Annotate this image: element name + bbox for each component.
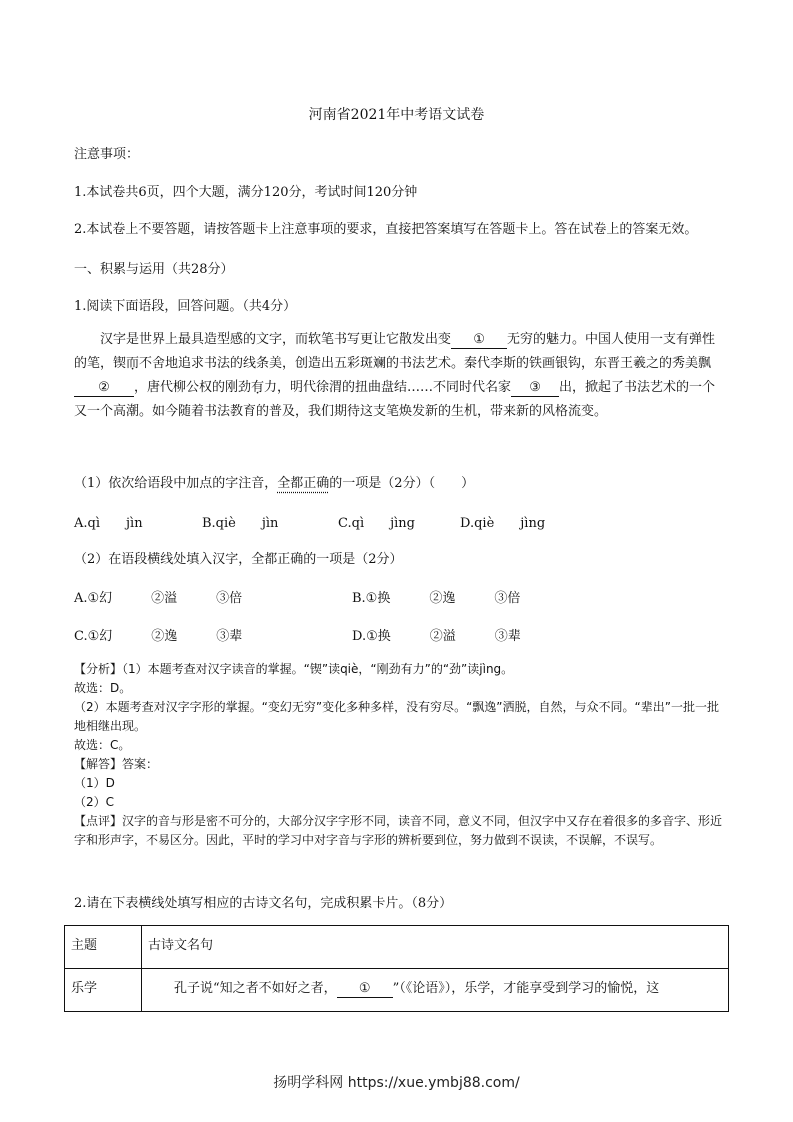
- table-row: [65, 926, 729, 969]
- answer-heading: 【解答】答案：: [74, 757, 159, 771]
- reading-passage: [74, 328, 724, 424]
- sub-question-1-text: 的一项是（2分）（ ）: [329, 476, 475, 491]
- notice-item-1: 1.本试卷共6页，四个大题，满分120分，考试时间120分钟: [74, 185, 418, 200]
- passage-text: 出，掀起了书法艺术的一个又一个高潮。如今随着书法教育的普及，我们期待这支笔焕发新的生机，带来新的风格流变。: [74, 380, 716, 419]
- passage-text: 而不舍地追求书法的线条美，创造出五彩斑斓的书法艺术。秦代李斯的铁画银钩，东晋王羲之的秀美飘: [126, 356, 712, 371]
- analysis-line: 故选：D。: [74, 681, 132, 695]
- option-d: D.qiè jìng: [460, 516, 546, 531]
- dotted-char-1: 锲: [113, 356, 127, 371]
- passage-text: 汉字是世界上最具造型感的文字，而软笔书写更让它散发出变: [100, 332, 452, 347]
- footer-watermark: 扬明学科网 https://xue.ymbj88.com/: [273, 1075, 520, 1091]
- question-1-stem: 1.阅读下面语段，回答问题。（共4分）: [74, 299, 297, 314]
- table-cell-theme: 乐学: [65, 969, 142, 1012]
- option-c: C.qì jìng: [338, 516, 415, 531]
- blank-3: ③: [511, 380, 559, 397]
- analysis-line: 【分析】（1）本题考查对汉字读音的掌握。“锲”读qiè，“刚劲有力”的“劲”读jìng。: [74, 662, 514, 676]
- option-a: A.qì jìn: [74, 516, 143, 531]
- dotted-char-2: 劲: [238, 380, 252, 395]
- card-blank-1: ①: [337, 981, 393, 998]
- page-title: 河南省2021年中考语文试卷: [308, 107, 485, 123]
- notice-heading: 注意事项：: [74, 147, 140, 162]
- sub-question-1: [74, 472, 474, 491]
- blank-1: ①: [451, 332, 507, 349]
- analysis-block: [74, 660, 724, 850]
- table-cell-quote: [142, 969, 729, 1012]
- comment-line: 【点评】汉字的音与形是密不可分的，大部分汉字字形不同，读音不同，意义不同，但汉字中又存在着很多的多音字、形近字和形声字，不易区分。因此，平时的学习中对字音与字形的辨析要到位，努力做到不误读，不误解，不误写。: [74, 814, 723, 847]
- section-heading: 一、积累与运用（共28分）: [74, 262, 234, 277]
- question-2-stem: 2.请在下表横线处填写相应的古诗文名句，完成积累卡片。（8分）: [74, 896, 453, 911]
- accumulation-card-table: [64, 925, 729, 1012]
- analysis-line: （2）本题考查对汉字字形的掌握。“变幻无穷”变化多种多样，没有穷尽。“飘逸”洒脱，自然，与众不同。“辈出”一批一批地相继出现。: [74, 700, 719, 733]
- quote-text: 孔子说“知之者不如好之者，: [174, 981, 337, 996]
- table-row: [65, 969, 729, 1012]
- option-c: C.①幻 ②逸 ③辈: [74, 629, 243, 644]
- option-b: B.qiè jìn: [202, 516, 279, 531]
- passage-text: 无穷的魅力。中国人使用一支有弹性的笔，: [74, 332, 716, 371]
- option-d: D.①换 ②溢 ③辈: [352, 629, 521, 644]
- option-a: A.①幻 ②溢 ③倍: [74, 591, 243, 606]
- sub-question-2: （2）在语段横线处填入汉字，全都正确的一项是（2分）: [74, 552, 403, 567]
- blank-2: ②: [74, 380, 134, 397]
- passage-text: ，唐代柳公权的刚: [134, 380, 239, 395]
- option-b: B.①换 ②逸 ③倍: [352, 591, 521, 606]
- answer-line: （1）D: [74, 776, 115, 790]
- quote-text: ”（《论语》），乐学，才能享受到学习的愉悦，这: [392, 981, 660, 996]
- passage-text: 有力，明代徐渭的扭曲盘结……不同时代名家: [251, 380, 512, 395]
- table-header-cell: 古诗文名句: [142, 926, 729, 969]
- answer-line: （2）C: [74, 795, 115, 809]
- notice-item-2: 2.本试卷上不要答题，请按答题卡上注意事项的要求，直接把答案填写在答题卡上。答在试卷上的答案无效。: [74, 222, 698, 237]
- table-header-cell: 主题: [65, 926, 142, 969]
- sub-question-1-text: （1）依次给语段中加点的字注音，: [74, 476, 278, 491]
- dotted-emphasis: 全都正确: [277, 476, 330, 491]
- analysis-line: 故选：C。: [74, 738, 131, 752]
